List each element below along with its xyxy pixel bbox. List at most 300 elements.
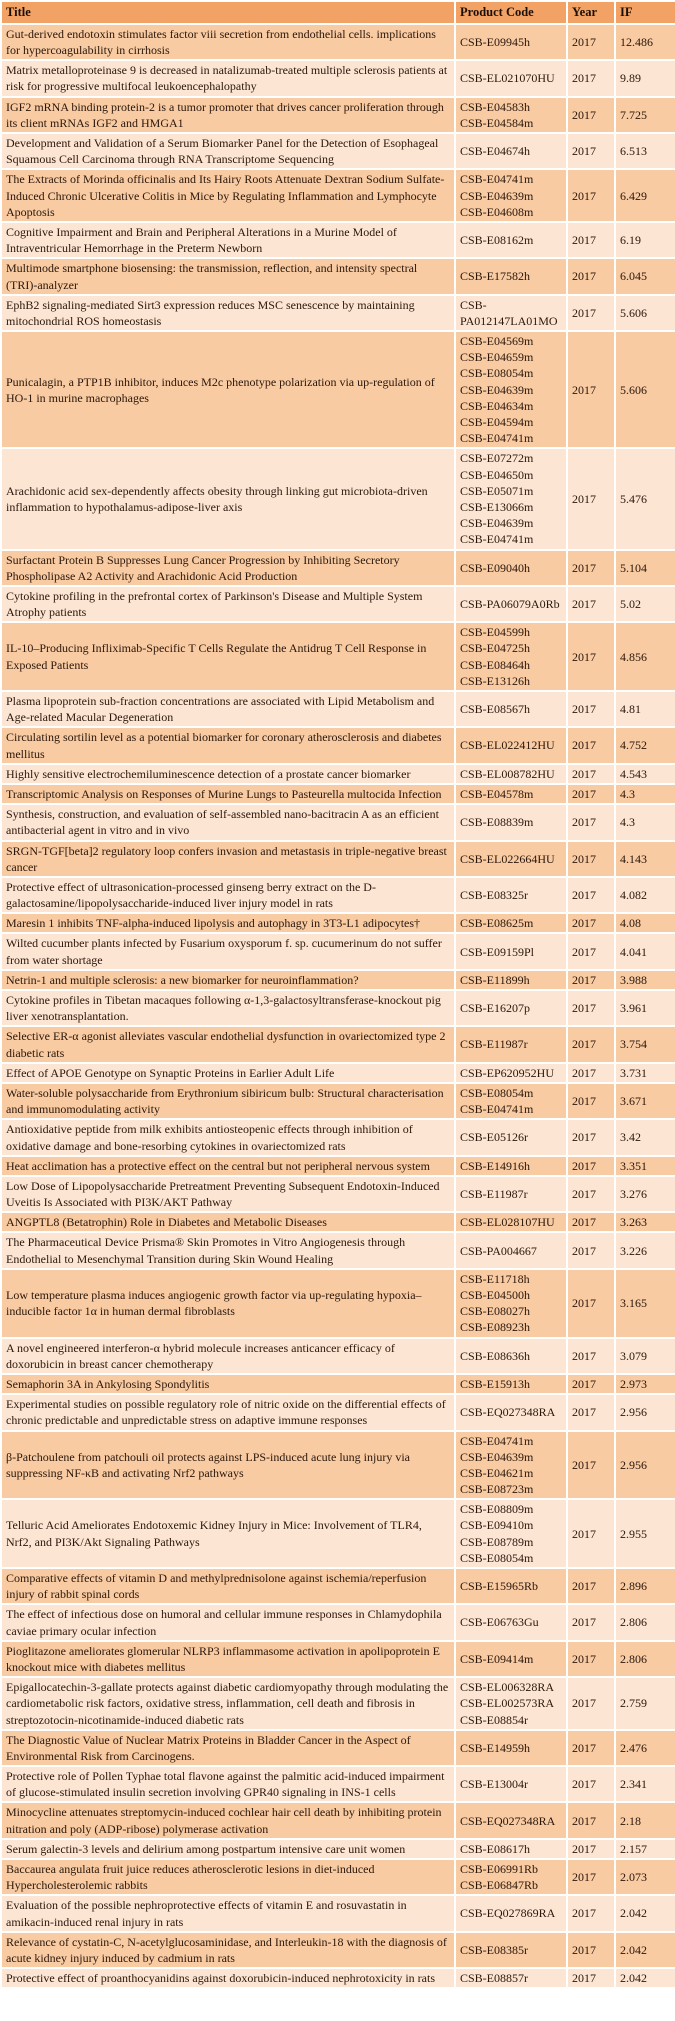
title-cell: Pioglitazone ameliorates glomerular NLRP3 inflammasome activation in apolipoprotein E knockout mice with diabetes mellitus	[1, 1641, 455, 1677]
table-row	[1, 1895, 675, 1931]
title-cell: Comparative effects of vitamin D and methylprednisolone against ischemia/reperfusion injury of rabbit spinal cords	[1, 1568, 455, 1604]
table-row	[1, 764, 675, 784]
if-cell: 7.725	[615, 97, 675, 133]
product-code: CSB-E04583h	[460, 99, 531, 114]
product-code-cell	[455, 622, 567, 691]
if-cell: 5.104	[615, 550, 675, 586]
product-code: CSB-E14916h	[460, 1158, 531, 1173]
product-code: CSB-E09159Pl	[460, 944, 535, 959]
product-code-cell	[455, 1766, 567, 1802]
product-code: CSB-E08325r	[460, 887, 529, 902]
table-row	[1, 1802, 675, 1838]
year-cell: 2017	[567, 877, 615, 913]
product-code: CSB-PA004667	[460, 1243, 537, 1258]
table-row	[1, 60, 675, 96]
product-code-cell	[455, 784, 567, 804]
product-code-cell	[455, 1839, 567, 1859]
title-cell: Serum galectin-3 levels and delirium among postpartum intensive care unit women	[1, 1839, 455, 1859]
year-cell: 2017	[567, 295, 615, 331]
product-code: CSB-E04500h	[460, 1288, 531, 1302]
product-code-cell	[455, 60, 567, 96]
product-code: CSB-E09945h	[460, 34, 531, 49]
if-cell: 2.157	[615, 1839, 675, 1859]
product-code: CSB-E04584m	[460, 115, 534, 130]
table-row	[1, 933, 675, 969]
table-row	[1, 1119, 675, 1155]
year-cell: 2017	[567, 258, 615, 294]
table-row	[1, 1859, 675, 1895]
year-cell: 2017	[567, 1677, 615, 1730]
product-code-cell	[455, 1968, 567, 1988]
product-code-cell	[455, 1176, 567, 1212]
if-cell: 3.226	[615, 1232, 675, 1268]
title-cell: IGF2 mRNA binding protein-2 is a tumor promoter that drives cancer proliferation through its client mRNAs IGF2 and HMGA1	[1, 97, 455, 133]
if-cell: 2.806	[615, 1641, 675, 1677]
product-code: CSB-E08625m	[460, 916, 534, 931]
table-row	[1, 1026, 675, 1062]
year-cell: 2017	[567, 784, 615, 804]
if-cell: 2.896	[615, 1568, 675, 1604]
if-cell: 4.752	[615, 727, 675, 763]
year-cell: 2017	[567, 222, 615, 258]
table-row	[1, 990, 675, 1026]
title-cell: Multimode smartphone biosensing: the transmission, reflection, and intensity spectral (TRI)-analyzer	[1, 258, 455, 294]
product-code-cell	[455, 913, 567, 933]
if-cell: 2.955	[615, 1499, 675, 1568]
title-cell: Protective effect of proanthocyanidins against doxorubicin-induced nephrotoxicity in rats	[1, 1968, 455, 1988]
year-cell: 2017	[567, 1802, 615, 1838]
product-code: CSB-EQ027348RA	[460, 1813, 556, 1828]
product-code: CSB-E11718h	[460, 1271, 530, 1286]
title-cell: Effect of APOE Genotype on Synaptic Proteins in Earlier Adult Life	[1, 1063, 455, 1083]
if-cell: 2.042	[615, 1895, 675, 1931]
product-code: CSB-E04639m	[460, 1449, 534, 1464]
product-code: CSB-PA06079A0Rb	[460, 596, 560, 611]
title-cell: A novel engineered interferon-α hybrid molecule increases anticancer efficacy of doxorubicin in breast cancer chemotherapy	[1, 1338, 455, 1374]
year-cell: 2017	[567, 97, 615, 133]
product-code: CSB-E08723m	[460, 1482, 534, 1497]
year-cell: 2017	[567, 1083, 615, 1119]
title-cell: Antioxidative peptide from milk exhibits antiosteopenic effects through inhibition of oxidative damage and bone-resorbing cytokines in ovariectomized rats	[1, 1119, 455, 1155]
if-cell: 2.18	[615, 1802, 675, 1838]
if-cell: 5.02	[615, 586, 675, 622]
if-cell: 3.165	[615, 1269, 675, 1338]
title-cell: Selective ER-α agonist alleviates vascular endothelial dysfunction in ovariectomized type 2 diabetic rats	[1, 1026, 455, 1062]
product-code: CSB-E04608m	[460, 204, 534, 219]
product-code: CSB-E08809m	[460, 1502, 534, 1517]
table-row	[1, 169, 675, 222]
title-cell: Heat acclimation has a protective effect on the central but not peripheral nervous system	[1, 1156, 455, 1176]
product-code-cell	[455, 586, 567, 622]
table-row	[1, 1338, 675, 1374]
table-row	[1, 258, 675, 294]
title-cell: Evaluation of the possible nephroprotective effects of vitamin E and rosuvastatin in amikacin-induced renal injury in rats	[1, 1895, 455, 1931]
table-row	[1, 1394, 675, 1430]
year-cell: 2017	[567, 1063, 615, 1083]
title-cell: Maresin 1 inhibits TNF-alpha-induced lipolysis and autophagy in 3T3-L1 adipocytes†	[1, 913, 455, 933]
table-row	[1, 622, 675, 691]
title-cell: Water-soluble polysaccharide from Erythronium sibiricum bulb: Structural characterisation and immunomodulating activity	[1, 1083, 455, 1119]
table-row	[1, 1156, 675, 1176]
if-cell: 2.956	[615, 1431, 675, 1500]
table-row	[1, 784, 675, 804]
year-cell: 2017	[567, 1026, 615, 1062]
product-code-cell	[455, 1338, 567, 1374]
product-code: CSB-EQ027869RA	[460, 1906, 556, 1921]
title-cell: Telluric Acid Ameliorates Endotoxemic Kidney Injury in Mice: Involvement of TLR4, Nrf2, and PI3K/Akt Signaling Pathways	[1, 1499, 455, 1568]
title-cell: The effect of infectious dose on humoral and cellular immune responses in Chlamydophila caviae primary ocular infection	[1, 1604, 455, 1640]
title-cell: Wilted cucumber plants infected by Fusarium oxysporum f. sp. cucumerinum do not suffer from water shortage	[1, 933, 455, 969]
product-code: CSB-E14959h	[460, 1740, 531, 1755]
product-code: CSB-E06991Rb	[460, 1862, 539, 1876]
if-cell: 6.19	[615, 222, 675, 258]
product-code-cell	[455, 222, 567, 258]
table-body	[1, 24, 675, 1988]
if-cell: 4.3	[615, 784, 675, 804]
table-row	[1, 913, 675, 933]
product-code: CSB-E04639m	[460, 382, 534, 397]
year-cell: 2017	[567, 586, 615, 622]
table-row	[1, 1063, 675, 1083]
if-cell: 5.606	[615, 295, 675, 331]
if-cell: 6.045	[615, 258, 675, 294]
product-code-cell	[455, 1212, 567, 1232]
product-code: CSB-E09410m	[460, 1518, 534, 1533]
if-cell: 3.276	[615, 1176, 675, 1212]
table-row	[1, 1083, 675, 1119]
product-code-cell	[455, 1083, 567, 1119]
if-cell: 6.513	[615, 133, 675, 169]
year-cell: 2017	[567, 1119, 615, 1155]
product-code: CSB-PA012147LA01MO	[460, 297, 558, 328]
year-cell: 2017	[567, 970, 615, 990]
year-cell: 2017	[567, 1394, 615, 1430]
title-cell: Arachidonic acid sex-dependently affects obesity through linking gut microbiota-driven inflammation to hypothalamus-adipose-liver axis	[1, 448, 455, 549]
title-cell: Low Dose of Lipopolysaccharide Pretreatment Preventing Subsequent Endotoxin-Induced Uveitis Is Associated with PI3K/AKT Pathway	[1, 1176, 455, 1212]
column-header-title: Title	[1, 1, 455, 24]
product-code: CSB-E05071m	[460, 483, 534, 498]
product-code: CSB-E08839m	[460, 815, 534, 830]
table-row	[1, 1431, 675, 1500]
title-cell: SRGN-TGF[beta]2 regulatory loop confers invasion and metastasis in triple-negative breast cancer	[1, 841, 455, 877]
product-code: CSB-EL022412HU	[460, 738, 555, 753]
product-code: CSB-E15913h	[460, 1376, 531, 1391]
if-cell: 4.08	[615, 913, 675, 933]
table-row	[1, 691, 675, 727]
year-cell: 2017	[567, 1338, 615, 1374]
if-cell: 2.973	[615, 1374, 675, 1394]
product-code: CSB-EP620952HU	[460, 1065, 555, 1080]
product-code: CSB-EL021070HU	[460, 71, 555, 86]
title-cell: EphB2 signaling-mediated Sirt3 expression reduces MSC senescence by maintaining mitochondrial ROS homeostasis	[1, 295, 455, 331]
if-cell: 4.143	[615, 841, 675, 877]
product-code: CSB-E08385r	[460, 1942, 529, 1957]
title-cell: Matrix metalloproteinase 9 is decreased in natalizumab-treated multiple sclerosis patients at risk for progressive multifocal leukoencephalopathy	[1, 60, 455, 96]
product-code: CSB-EL008782HU	[460, 766, 555, 781]
if-cell: 4.81	[615, 691, 675, 727]
product-code: CSB-E04741m	[460, 1433, 534, 1448]
product-code: CSB-EL006328RA	[460, 1680, 555, 1695]
year-cell: 2017	[567, 1839, 615, 1859]
title-cell: Minocycline attenuates streptomycin-induced cochlear hair cell death by inhibiting protein nitration and poly (ADP-ribose) polymerase activation	[1, 1802, 455, 1838]
product-code: CSB-E08789m	[460, 1534, 534, 1549]
product-code: CSB-E04578m	[460, 786, 534, 801]
product-code: CSB-E16207p	[460, 1001, 531, 1016]
product-code: CSB-E04594m	[460, 415, 534, 429]
year-cell: 2017	[567, 764, 615, 784]
product-code-cell	[455, 1026, 567, 1062]
year-cell: 2017	[567, 1212, 615, 1232]
if-cell: 2.042	[615, 1932, 675, 1968]
year-cell: 2017	[567, 1766, 615, 1802]
title-cell: Plasma lipoprotein sub-fraction concentrations are associated with Lipid Metabolism and Age-related Macular Degeneration	[1, 691, 455, 727]
table-row	[1, 1499, 675, 1568]
column-header-if: IF	[615, 1, 675, 24]
if-cell: 2.341	[615, 1766, 675, 1802]
if-cell: 2.073	[615, 1859, 675, 1895]
if-cell: 2.806	[615, 1604, 675, 1640]
table-row	[1, 1932, 675, 1968]
product-code: CSB-E05126r	[460, 1130, 529, 1145]
product-code: CSB-E15965Rb	[460, 1579, 539, 1594]
if-cell: 5.606	[615, 331, 675, 448]
if-cell: 4.856	[615, 622, 675, 691]
year-cell: 2017	[567, 1269, 615, 1338]
table-row	[1, 1968, 675, 1988]
year-cell: 2017	[567, 1156, 615, 1176]
year-cell: 2017	[567, 133, 615, 169]
product-code-cell	[455, 1932, 567, 1968]
title-cell: Development and Validation of a Serum Biomarker Panel for the Detection of Esophageal Squamous Cell Carcinoma through RNA Transcriptome Sequencing	[1, 133, 455, 169]
product-code: CSB-E08054m	[460, 1550, 534, 1565]
product-code: CSB-E04741m	[460, 1102, 534, 1117]
product-code-cell	[455, 1499, 567, 1568]
if-cell: 4.041	[615, 933, 675, 969]
product-code-cell	[455, 1431, 567, 1500]
product-code: CSB-E04741m	[460, 172, 534, 187]
product-code-cell	[455, 1641, 567, 1677]
year-cell: 2017	[567, 727, 615, 763]
year-cell: 2017	[567, 804, 615, 840]
product-code: CSB-E08617h	[460, 1841, 531, 1856]
table-row	[1, 24, 675, 60]
product-code-cell	[455, 1119, 567, 1155]
table-row	[1, 970, 675, 990]
product-code-cell	[455, 169, 567, 222]
table-row	[1, 877, 675, 913]
product-code: CSB-E08567h	[460, 702, 531, 717]
table-row	[1, 1766, 675, 1802]
title-cell: Epigallocatechin-3-gallate protects against diabetic cardiomyopathy through modulating the cardiometabolic risk factors, oxidative stress, inflammation, cell death and fibrosis in streptozotocin-nicotinamide-induced diabetic rats	[1, 1677, 455, 1730]
product-code-cell	[455, 691, 567, 727]
table-row	[1, 727, 675, 763]
product-code: CSB-E08027h	[460, 1304, 531, 1319]
title-cell: Netrin-1 and multiple sclerosis: a new biomarker for neuroinflammation?	[1, 970, 455, 990]
table-row	[1, 804, 675, 840]
table-row	[1, 1604, 675, 1640]
product-code-cell	[455, 1730, 567, 1766]
product-code-cell	[455, 550, 567, 586]
table-row	[1, 1839, 675, 1859]
product-code: CSB-E08923h	[460, 1320, 531, 1335]
title-cell: IL-10–Producing Infliximab-Specific T Cells Regulate the Antidrug T Cell Response in Exposed Patients	[1, 622, 455, 691]
table-header-row	[1, 1, 675, 24]
title-cell: Gut-derived endotoxin stimulates factor viii secretion from endothelial cells. implications for hypercoagulability in cirrhosis	[1, 24, 455, 60]
if-cell: 3.671	[615, 1083, 675, 1119]
column-header-year: Year	[567, 1, 615, 24]
product-code: CSB-E07272m	[460, 451, 534, 466]
product-code: CSB-E17582h	[460, 269, 531, 284]
product-code: CSB-EL028107HU	[460, 1215, 555, 1230]
product-code: CSB-E06847Rb	[460, 1878, 539, 1893]
title-cell: Low temperature plasma induces angiogenic growth factor via up-regulating hypoxia–inducible factor 1α in human dermal fibroblasts	[1, 1269, 455, 1338]
year-cell: 2017	[567, 1641, 615, 1677]
table-row	[1, 1374, 675, 1394]
table-row	[1, 1212, 675, 1232]
product-code: CSB-E04741m	[460, 431, 534, 446]
product-code: CSB-E04659m	[460, 350, 534, 365]
product-code: CSB-E11987r	[460, 1037, 528, 1052]
product-code: CSB-EL022664HU	[460, 851, 555, 866]
product-code: CSB-E04621m	[460, 1465, 534, 1480]
product-code: CSB-E11987r	[460, 1186, 528, 1201]
title-cell: Surfactant Protein B Suppresses Lung Cancer Progression by Inhibiting Secretory Phospholipase A2 Activity and Arachidonic Acid Production	[1, 550, 455, 586]
title-cell: Synthesis, construction, and evaluation of self-assembled nano-bacitracin A as an efficient antibacterial agent in vitro and in vivo	[1, 804, 455, 840]
product-code: CSB-E06763Gu	[460, 1615, 539, 1630]
product-code-cell	[455, 1063, 567, 1083]
product-code-cell	[455, 331, 567, 448]
table-row	[1, 1677, 675, 1730]
title-cell: Transcriptomic Analysis on Responses of Murine Lungs to Pasteurella multocida Infection	[1, 784, 455, 804]
title-cell: The Extracts of Morinda officinalis and Its Hairy Roots Attenuate Dextran Sodium Sulfate-Induced Chronic Ulcerative Colitis in Mice by Regulating Inflammation and Lymphocyte Apoptosis	[1, 169, 455, 222]
if-cell: 4.543	[615, 764, 675, 784]
year-cell: 2017	[567, 622, 615, 691]
if-cell: 3.988	[615, 970, 675, 990]
year-cell: 2017	[567, 1176, 615, 1212]
if-cell: 3.731	[615, 1063, 675, 1083]
product-code-cell	[455, 804, 567, 840]
product-code: CSB-E04741m	[460, 532, 534, 547]
product-code: CSB-E13126h	[460, 673, 531, 688]
year-cell: 2017	[567, 1968, 615, 1988]
if-cell: 3.754	[615, 1026, 675, 1062]
table-row	[1, 1176, 675, 1212]
year-cell: 2017	[567, 1568, 615, 1604]
year-cell: 2017	[567, 1859, 615, 1895]
title-cell: Circulating sortilin level as a potential biomarker for coronary atherosclerosis and diabetes mellitus	[1, 727, 455, 763]
table-row	[1, 586, 675, 622]
table-row	[1, 1730, 675, 1766]
title-cell: Protective effect of ultrasonication-processed ginseng berry extract on the D-galactosamine/lipopolysaccharide-induced liver injury model in rats	[1, 877, 455, 913]
title-cell: Semaphorin 3A in Ankylosing Spondylitis	[1, 1374, 455, 1394]
product-code: CSB-E08854r	[460, 1712, 529, 1727]
year-cell: 2017	[567, 1932, 615, 1968]
product-code-cell	[455, 1895, 567, 1931]
year-cell: 2017	[567, 1431, 615, 1500]
product-code: CSB-EQ027348RA	[460, 1405, 556, 1420]
product-code-cell	[455, 97, 567, 133]
table-row	[1, 550, 675, 586]
year-cell: 2017	[567, 913, 615, 933]
title-cell: Highly sensitive electrochemiluminescence detection of a prostate cancer biomarker	[1, 764, 455, 784]
title-cell: The Diagnostic Value of Nuclear Matrix Proteins in Bladder Cancer in the Aspect of Environmental Risk from Carcinogens.	[1, 1730, 455, 1766]
if-cell: 3.351	[615, 1156, 675, 1176]
product-code-cell	[455, 1568, 567, 1604]
product-code-cell	[455, 841, 567, 877]
table-row	[1, 331, 675, 448]
table-row	[1, 133, 675, 169]
if-cell: 3.961	[615, 990, 675, 1026]
title-cell: Punicalagin, a PTP1B inhibitor, induces M2c phenotype polarization via up-regulation of HO-1 in murine macrophages	[1, 331, 455, 448]
product-code: CSB-E08464h	[460, 657, 531, 672]
product-code: CSB-E04599h	[460, 625, 531, 640]
title-cell: Relevance of cystatin-C, N-acetylglucosaminidase, and Interleukin-18 with the diagnosis of acute kidney injury induced by cadmium in rats	[1, 1932, 455, 1968]
year-cell: 2017	[567, 60, 615, 96]
product-code-cell	[455, 24, 567, 60]
title-cell: The Pharmaceutical Device Prisma® Skin Promotes in Vitro Angiogenesis through Endothelial to Mesenchymal Transition during Skin Wound Healing	[1, 1232, 455, 1268]
table-row	[1, 1641, 675, 1677]
if-cell: 4.3	[615, 804, 675, 840]
product-code: CSB-E04650m	[460, 467, 534, 482]
title-cell: Baccaurea angulata fruit juice reduces atherosclerotic lesions in diet-induced Hypercholesterolemic rabbits	[1, 1859, 455, 1895]
table-row	[1, 841, 675, 877]
product-code: CSB-E09040h	[460, 560, 531, 575]
product-code-cell	[455, 1374, 567, 1394]
product-code-cell	[455, 990, 567, 1026]
title-cell: Protective role of Pollen Typhae total flavone against the palmitic acid-induced impairment of glucose-stimulated insulin secretion involving GPR40 signaling in INS-1 cells	[1, 1766, 455, 1802]
year-cell: 2017	[567, 448, 615, 549]
if-cell: 3.42	[615, 1119, 675, 1155]
product-code: CSB-E04639m	[460, 188, 534, 203]
year-cell: 2017	[567, 331, 615, 448]
product-code-cell	[455, 877, 567, 913]
if-cell: 12.486	[615, 24, 675, 60]
product-code-cell	[455, 1232, 567, 1268]
product-code-cell	[455, 764, 567, 784]
product-code-cell	[455, 1394, 567, 1430]
product-code: CSB-E08054m	[460, 366, 534, 381]
table-row	[1, 295, 675, 331]
product-code-cell	[455, 133, 567, 169]
if-cell: 3.079	[615, 1338, 675, 1374]
product-code: CSB-E09414m	[460, 1651, 534, 1666]
title-cell: Cognitive Impairment and Brain and Peripheral Alterations in a Murine Model of Intraventricular Hemorrhage in the Preterm Newborn	[1, 222, 455, 258]
year-cell: 2017	[567, 691, 615, 727]
year-cell: 2017	[567, 550, 615, 586]
product-code: CSB-EL002573RA	[460, 1696, 555, 1711]
product-code-cell	[455, 1677, 567, 1730]
year-cell: 2017	[567, 1499, 615, 1568]
product-code-cell	[455, 448, 567, 549]
product-code-cell	[455, 970, 567, 990]
table-row	[1, 448, 675, 549]
year-cell: 2017	[567, 1895, 615, 1931]
product-code-cell	[455, 1156, 567, 1176]
table-row	[1, 1232, 675, 1268]
product-code: CSB-E04674h	[460, 144, 531, 159]
product-code-cell	[455, 295, 567, 331]
table-row	[1, 222, 675, 258]
product-code-cell	[455, 1859, 567, 1895]
product-code-cell	[455, 1802, 567, 1838]
if-cell: 6.429	[615, 169, 675, 222]
if-cell: 2.956	[615, 1394, 675, 1430]
product-code-cell	[455, 933, 567, 969]
product-code: CSB-E13004r	[460, 1777, 529, 1792]
if-cell: 4.082	[615, 877, 675, 913]
if-cell: 9.89	[615, 60, 675, 96]
title-cell: Cytokine profiling in the prefrontal cortex of Parkinson's Disease and Multiple System Atrophy patients	[1, 586, 455, 622]
